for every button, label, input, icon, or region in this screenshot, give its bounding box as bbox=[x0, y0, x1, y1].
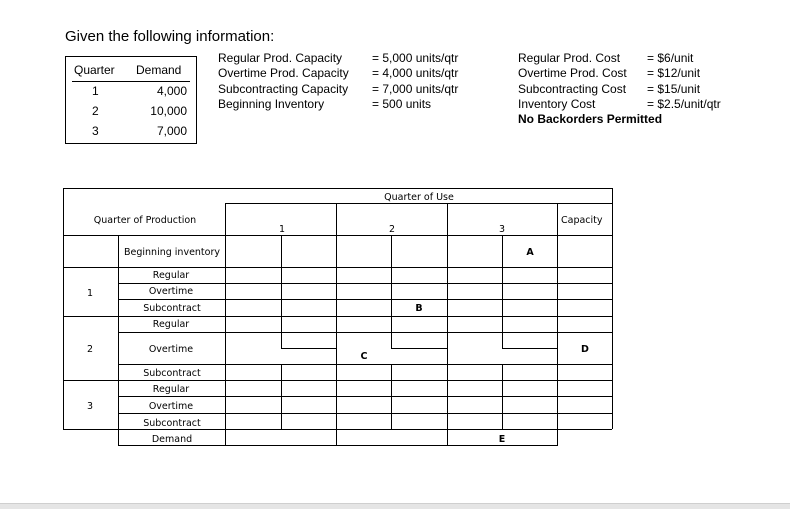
use-col-3-label: 3 bbox=[498, 224, 506, 235]
demand-value-2: 10,000 bbox=[150, 104, 187, 118]
production-quarter-1: 1 bbox=[86, 288, 94, 299]
marker-d: D bbox=[581, 344, 589, 355]
marker-b: B bbox=[415, 303, 423, 314]
regular-cost-label: Regular Prod. Cost bbox=[518, 51, 621, 65]
overtime-cost-value: = $12/unit bbox=[647, 66, 701, 81]
q1-regular-label: Regular bbox=[152, 270, 190, 281]
demand-value-3: 7,000 bbox=[156, 124, 187, 138]
q3-subcontract-label: Subcontract bbox=[143, 418, 201, 429]
demand-row-label: Demand bbox=[151, 434, 193, 445]
beginning-inventory-row-label: Beginning inventory bbox=[124, 247, 220, 258]
beginning-inventory-value: = 500 units bbox=[372, 96, 432, 111]
q2-subcontract-label: Subcontract bbox=[143, 368, 201, 379]
quarter-of-use-heading: Quarter of Use bbox=[384, 192, 454, 203]
subcontract-cost-value: = $15/unit bbox=[647, 81, 701, 96]
marker-a: A bbox=[526, 247, 534, 258]
subcontract-capacity-value: = 7,000 units/qtr bbox=[372, 81, 459, 96]
production-quarter-3: 3 bbox=[86, 401, 94, 412]
inventory-cost-value: = $2.5/unit/qtr bbox=[647, 96, 721, 111]
window-bottom-bar bbox=[0, 503, 790, 509]
overtime-capacity-label: Overtime Prod. Capacity bbox=[218, 66, 349, 81]
demand-header-demand: Demand bbox=[136, 63, 182, 77]
q3-overtime-label: Overtime bbox=[148, 401, 194, 412]
inventory-cost-label: Inventory Cost bbox=[518, 96, 596, 111]
beginning-inventory-label: Beginning Inventory bbox=[218, 96, 325, 111]
subcontract-cost-label: Subcontracting Cost bbox=[518, 81, 627, 96]
subcontract-capacity-label: Subcontracting Capacity bbox=[218, 81, 349, 96]
marker-c: C bbox=[360, 351, 368, 362]
capacity-heading: Capacity bbox=[561, 215, 603, 226]
q2-regular-label: Regular bbox=[152, 319, 190, 330]
demand-quarter-2: 2 bbox=[92, 104, 99, 118]
q2-overtime-label: Overtime bbox=[148, 344, 194, 355]
demand-quarter-1: 1 bbox=[92, 84, 99, 98]
marker-e: E bbox=[498, 434, 506, 445]
q1-overtime-label: Overtime bbox=[148, 286, 194, 297]
q1-subcontract-label: Subcontract bbox=[143, 303, 201, 314]
overtime-cost-label: Overtime Prod. Cost bbox=[518, 66, 627, 81]
demand-header-quarter: Quarter bbox=[74, 63, 115, 77]
use-col-2-label: 2 bbox=[388, 224, 396, 235]
quarter-of-production-heading: Quarter of Production bbox=[93, 215, 197, 226]
demand-value-1: 4,000 bbox=[156, 84, 187, 98]
q3-regular-label: Regular bbox=[152, 384, 190, 395]
use-col-1-label: 1 bbox=[278, 224, 286, 235]
no-backorders-note: No Backorders Permitted bbox=[518, 112, 663, 127]
regular-capacity-value: = 5,000 units/qtr bbox=[372, 51, 459, 65]
regular-cost-value: = $6/unit bbox=[647, 51, 694, 65]
production-quarter-2: 2 bbox=[86, 344, 94, 355]
demand-quarter-3: 3 bbox=[92, 124, 99, 138]
page-title: Given the following information: bbox=[65, 28, 275, 45]
regular-capacity-label: Regular Prod. Capacity bbox=[218, 51, 343, 65]
table-grid-lines bbox=[63, 188, 613, 446]
overtime-capacity-value: = 4,000 units/qtr bbox=[372, 66, 459, 81]
